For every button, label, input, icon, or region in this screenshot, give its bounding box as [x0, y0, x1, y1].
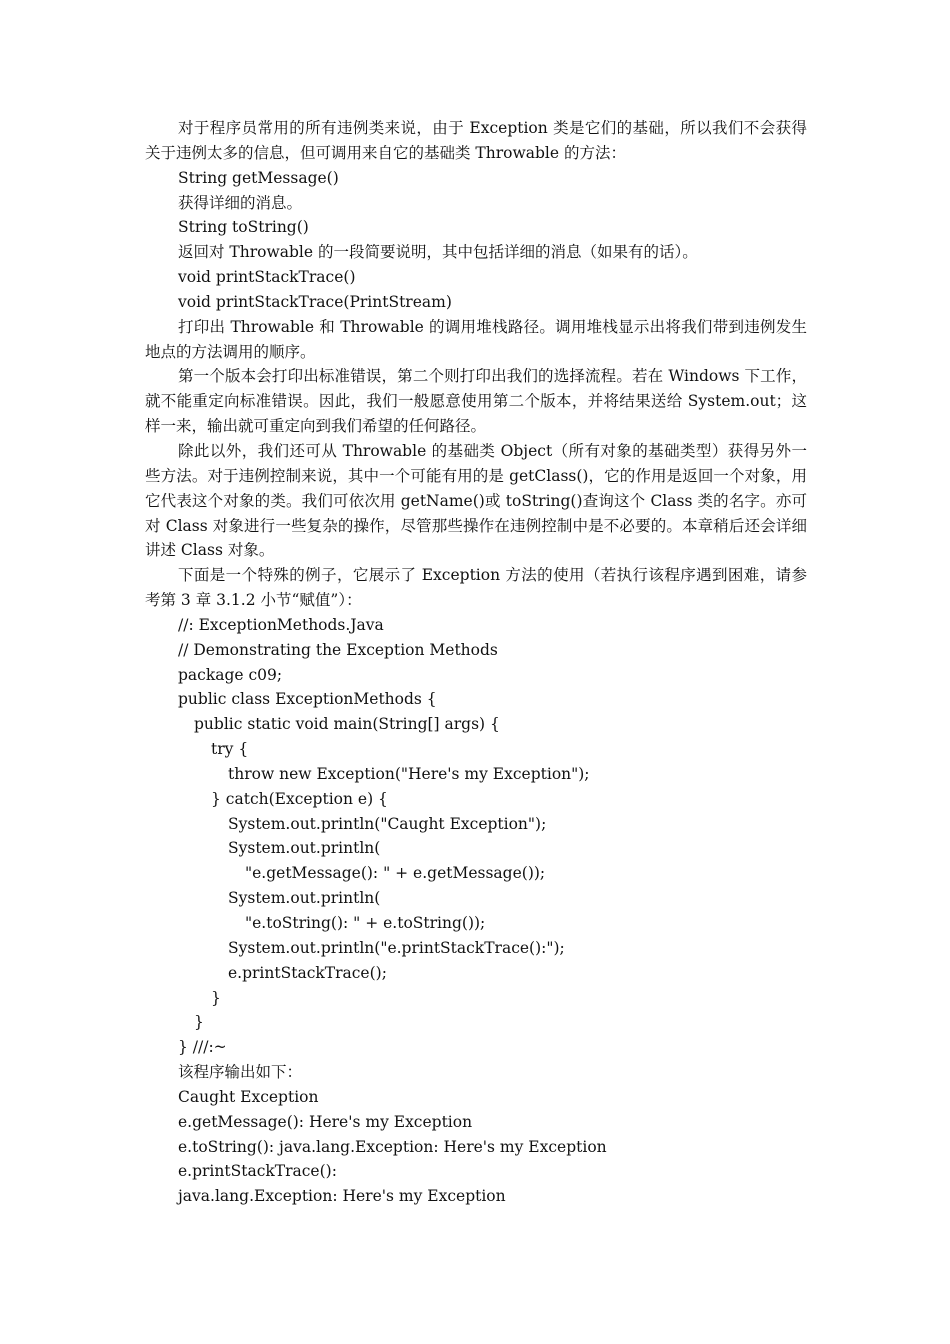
code-line: public class ExceptionMethods { [178, 690, 437, 709]
method-get-message: String getMessage() [178, 168, 339, 187]
output-line: e.getMessage(): Here's my Exception [178, 1112, 473, 1131]
code-line: throw new Exception("Here's my Exception"); [228, 764, 590, 783]
method-to-string: String toString() [178, 218, 309, 237]
code-line: //: ExceptionMethods.Java [178, 615, 384, 634]
paragraph-versions: 第一个版本会打印出标准错误，第二个则打印出我们的选择流程。若在 Windows 下工作，就不能重定向标准错误。因此，我们一般愿意使用第二个版本，并将结果送给 System.out；这样一来，输出就可重定向到我们希望的任何路径。 [145, 367, 807, 436]
program-output [145, 1085, 807, 1209]
output-line: Caught Exception [178, 1087, 319, 1106]
method-to-string-desc: 返回对 Throwable 的一段简要说明，其中包括详细的消息（如果有的话）。 [178, 243, 698, 262]
code-line: System.out.println( [228, 839, 381, 858]
output-intro: 该程序输出如下： [178, 1063, 303, 1082]
code-line: try { [211, 740, 249, 759]
method-print-stack-trace-stream: void printStackTrace(PrintStream) [178, 292, 452, 311]
code-line: } ///:~ [178, 1038, 227, 1057]
output-line: e.toString(): java.lang.Exception: Here's my Exception [178, 1137, 607, 1156]
code-line: System.out.println( [228, 889, 381, 908]
code-line: System.out.println("e.printStackTrace():"); [228, 938, 565, 957]
paragraph-stack-trace: 打印出 Throwable 和 Throwable 的调用堆栈路径。调用堆栈显示出将我们带到违例发生地点的方法调用的顺序。 [145, 317, 807, 361]
code-listing [145, 613, 807, 1060]
code-line: e.printStackTrace(); [228, 963, 387, 982]
method-print-stack-trace: void printStackTrace() [178, 268, 356, 287]
output-line: java.lang.Exception: Here's my Exception [178, 1187, 506, 1206]
code-line: } [211, 988, 221, 1007]
code-line: package c09; [178, 665, 283, 684]
code-line: } [194, 1013, 204, 1032]
code-line: public static void main(String[] args) { [194, 715, 500, 734]
code-line: } catch(Exception e) { [211, 789, 388, 808]
code-line: "e.toString(): " + e.toString()); [245, 914, 486, 932]
method-get-message-desc: 获得详细的消息。 [178, 193, 303, 212]
paragraph-example-intro: 下面是一个特殊的例子，它展示了 Exception 方法的使用（若执行该程序遇到困难，请参考第 3 章 3.1.2 小节“赋值”）： [145, 566, 807, 610]
code-line: // Demonstrating the Exception Methods [178, 640, 498, 659]
code-line: System.out.println("Caught Exception"); [228, 814, 547, 833]
code-line: "e.getMessage(): " + e.getMessage()); [245, 864, 546, 883]
paragraph-object-methods: 除此以外，我们还可从 Throwable 的基础类 Object（所有对象的基础类型）获得另外一些方法。对于违例控制来说，其中一个可能有用的是 getClass()，它的作用是返回一个对象，用它代表这个对象的类。我们可依次用 getName()或 toString()查询这个 Class 类的名字。亦可对 Class 对象进行一些复杂的操作，尽管那些操作在违例控制中是不必要的。本章稍后还会详细讲述 Class 对象。 [145, 441, 807, 560]
document-body [145, 116, 807, 1209]
paragraph-intro: 对于程序员常用的所有违例类来说，由于 Exception 类是它们的基础，所以我们不会获得关于违例太多的信息，但可调用来自它的基础类 Throwable 的方法： [145, 119, 807, 162]
output-line: e.printStackTrace(): [178, 1162, 337, 1181]
